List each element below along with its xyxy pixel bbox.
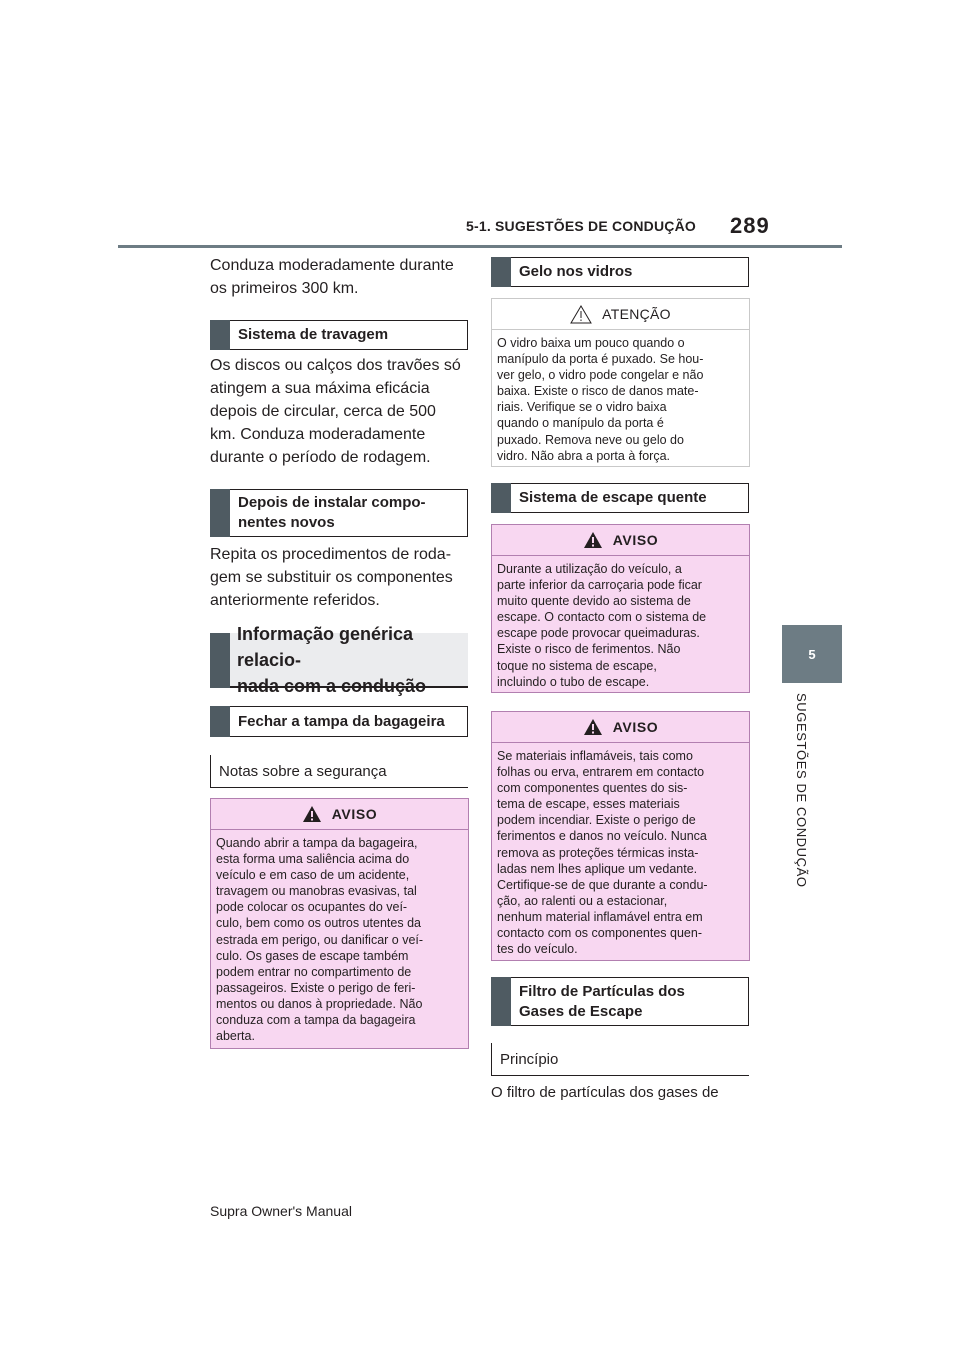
footer-manual-name: Supra Owner's Manual: [210, 1203, 352, 1219]
warning-header: [211, 799, 468, 829]
intro-paragraph: Conduza moderadamente durante os primeiros 300 km.: [210, 257, 454, 297]
header-rule: [118, 245, 842, 248]
caution-text: O vidro baixa um pouco quando o manípulo da porta é puxado. Se hou- ver gelo, o vidro pode congelar e não baixa. Existe o risco de danos mate- riais. Verifique se o vidro baixa quando o manípulo da porta é puxado. Remova neve ou gelo do vidro. Não abra a porta à força.: [497, 336, 704, 463]
heading-text: Gelo nos vidros: [519, 263, 633, 280]
heading-bar: [210, 320, 230, 350]
chapter-number: 5: [808, 646, 816, 662]
chapter-title: SUGESTÕES DE CONDUÇÃO: [794, 693, 809, 888]
warning-box-exhaust-1: [491, 524, 750, 693]
heading-text: Depois de instalar compo- nentes novos: [238, 494, 426, 531]
caution-triangle-icon: [570, 305, 592, 324]
heading-new-components: [210, 489, 468, 537]
heading-bar: [210, 633, 230, 688]
warning-header: [492, 712, 749, 742]
heading-text: Sistema de travagem: [238, 326, 389, 343]
heading-bar: [491, 483, 511, 513]
caution-title: ATENÇÃO: [602, 306, 671, 322]
heading-bar: [210, 489, 230, 537]
warning-title: AVISO: [331, 806, 378, 822]
warning-header: [492, 525, 749, 555]
new-components-paragraph: Repita os procedimentos de roda- gem se substituir os componentes anteriormente referidos.: [210, 546, 453, 609]
heading-bar: [491, 257, 511, 287]
caution-box-ice: [491, 298, 750, 467]
brakes-paragraph: Os discos ou calços dos travões só atingem a sua máxima eficácia depois de circular, cerca de 500 km. Conduza moderadamente durante o período de rodagem.: [210, 357, 461, 466]
chapter-tab: [782, 625, 842, 683]
subheading-principle: Princípio: [491, 1043, 749, 1076]
heading-text: Fechar a tampa da bagageira: [238, 712, 445, 730]
heading-close-trunk: [210, 706, 468, 737]
warning-title: AVISO: [612, 532, 659, 548]
warning-box-exhaust-2: [491, 711, 750, 961]
warning-title: AVISO: [612, 719, 659, 735]
warning-text: Quando abrir a tampa da bagageira, esta forma uma saliência acima do veículo e em caso de um acidente, travagem ou manobras evasivas, tal pode colocar os ocupantes do veí- culo, bem como os outros utentes da estrada em perigo, ou danificar o veí- culo. Os gases de escape também podem entrar no compartimento de passageiros. Existe o perigo de feri- mentos ou danos à propriedade. Não conduza com a tampa da bagageira aberta.: [216, 836, 424, 1044]
warning-text: Se materiais inflamáveis, tais como folhas ou erva, entrarem em contacto com componentes quentes do sis- tema de escape, esses materiais podem incendiar. Existe o perigo de ferimentos e danos no veículo. Nunca remova as proteções térmicas insta- ladas nem lhes aplique um vedante. Certifique-se de que durante a condu- ção, ao ralenti ou a estacionar, nenhum material inflamável entra em contacto com os componentes quen- tes do veículo.: [497, 749, 708, 957]
warning-text: Durante a utilização do veículo, a parte inferior da carroçaria pode ficar muito quente devido ao sistema de escape. O contacto com o sistema de escape pode provocar queimaduras. Existe o risco de ferimentos. Não toque no sistema de escape, incluindo o tubo de escape.: [497, 562, 707, 689]
warning-triangle-icon: [583, 531, 603, 549]
warning-box-trunk: [210, 798, 469, 1049]
heading-text: Informação genérica relacio- nada com a condução: [237, 623, 427, 696]
page-number: 289: [730, 213, 770, 238]
warning-triangle-icon: [583, 718, 603, 736]
heading-general-driving-info: [210, 623, 468, 696]
subheading-safety-notes: Notas sobre a segurança: [210, 755, 468, 788]
caution-header: [492, 299, 749, 329]
filter-paragraph: O filtro de partículas dos gases de: [491, 1084, 719, 1101]
heading-bar: [491, 977, 511, 1026]
heading-brake-system: [210, 320, 468, 350]
warning-triangle-icon: [302, 805, 322, 823]
heading-ice-on-windows: [491, 257, 749, 287]
heading-text: Filtro de Partículas dos Gases de Escape: [519, 982, 685, 1020]
heading-text: Sistema de escape quente: [519, 489, 707, 506]
heading-particulate-filter: [491, 977, 749, 1026]
section-title: 5-1. SUGESTÕES DE CONDUÇÃO: [466, 218, 697, 234]
heading-hot-exhaust: [491, 483, 749, 513]
heading-bar: [210, 706, 230, 737]
